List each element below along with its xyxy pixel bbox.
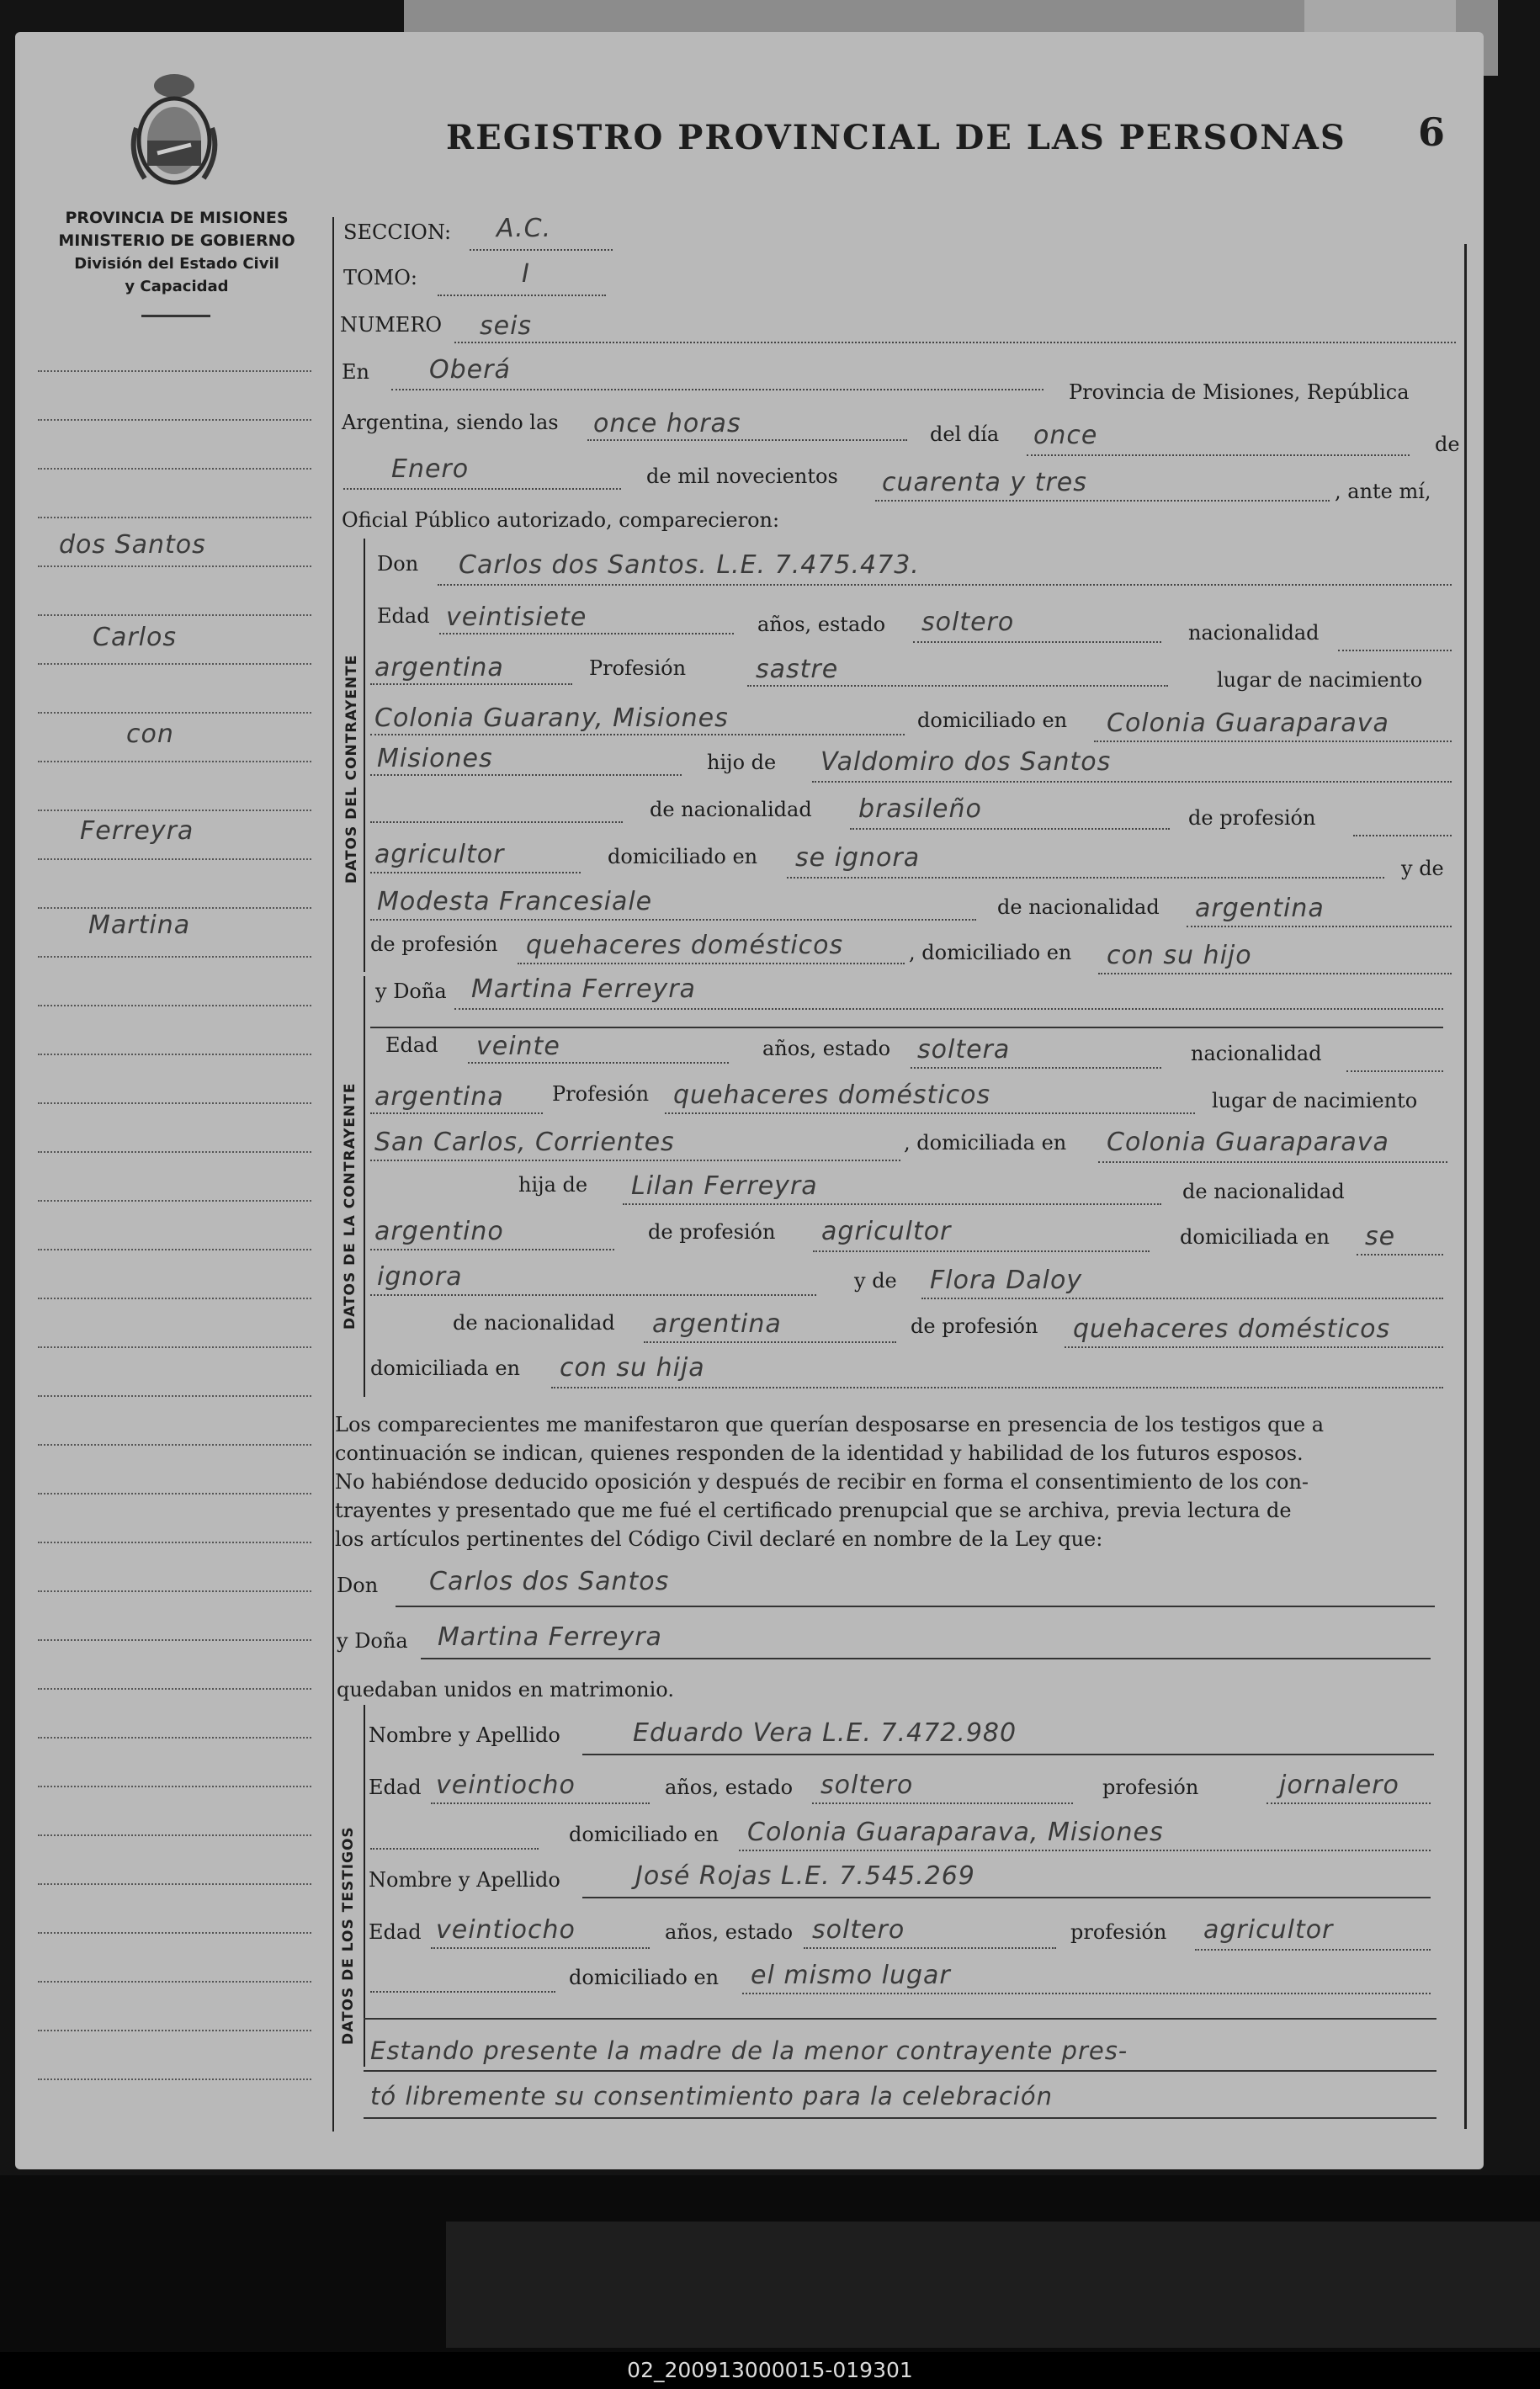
witnesses-section-label: DATOS DE LOS TESTIGOS bbox=[340, 1826, 357, 2045]
declaration-line-5: los artículos pertinentes del Código Civil declaré en nombre de la Ley que: bbox=[335, 1527, 1103, 1551]
groom-de-prof-label: de profesión bbox=[1188, 806, 1316, 830]
bride-dona-label: y Doña bbox=[375, 979, 447, 1003]
groom-anios-label: años, estado bbox=[757, 613, 886, 636]
bride-section-label: DATOS DE LA CONTRAYENTE bbox=[342, 1082, 358, 1330]
page-number: 6 bbox=[1418, 109, 1446, 155]
witness2-edad-value: veintiocho bbox=[436, 1915, 576, 1945]
margin-note-groom: Carlos bbox=[93, 623, 177, 652]
bride-y-de-label: y de bbox=[854, 1269, 897, 1293]
ante-mi-label: , ante mí, bbox=[1335, 480, 1431, 503]
right-border bbox=[1464, 244, 1467, 2129]
bride-anios-label: años, estado bbox=[762, 1037, 891, 1060]
bride-padre-dom-label: domiciliada en bbox=[1180, 1225, 1330, 1249]
margin-note-con: con bbox=[126, 719, 174, 749]
witness1-nombre-value: Eduardo Vera L.E. 7.472.980 bbox=[633, 1718, 1017, 1748]
hora-value: once horas bbox=[593, 409, 741, 438]
groom-padre-dom-label: domiciliado en bbox=[608, 845, 758, 868]
bride-domiciliada-label: , domiciliada en bbox=[904, 1131, 1067, 1155]
groom-section-label: DATOS DEL CONTRAYENTE bbox=[343, 654, 360, 884]
witness1-edad-label: Edad bbox=[369, 1776, 422, 1799]
provincia-text: Provincia de Misiones, República bbox=[1069, 380, 1410, 404]
witness1-dom-label: domiciliado en bbox=[569, 1823, 720, 1846]
groom-de-nac-label: de nacionalidad bbox=[650, 798, 812, 821]
bride-domicilio-value: Colonia Guaraparava bbox=[1107, 1128, 1389, 1157]
declaration-line-1: Los comparecientes me manifestaron que querían desposarse en presencia de los testigos que a bbox=[335, 1413, 1325, 1436]
coat-of-arms-icon bbox=[128, 61, 220, 187]
org-ministry: MINISTERIO DE GOBIERNO bbox=[58, 231, 295, 250]
novecientos-label: de mil novecientos bbox=[646, 465, 838, 488]
tomo-value: I bbox=[522, 259, 530, 289]
witness1-nombre-label: Nombre y Apellido bbox=[369, 1723, 560, 1747]
bride-profesion-label: Profesión bbox=[552, 1082, 650, 1106]
groom-madre-nac-label: de nacionalidad bbox=[997, 895, 1160, 919]
groom-estado-value: soltero bbox=[921, 608, 1015, 637]
declaration-dona-value: Martina Ferreyra bbox=[438, 1622, 662, 1652]
del-dia-label: del día bbox=[930, 422, 1000, 446]
bride-estado-value: soltera bbox=[917, 1035, 1011, 1064]
bride-nacionalidad-value: argentina bbox=[374, 1082, 504, 1112]
page-title: REGISTRO PROVINCIAL DE LAS PERSONAS bbox=[446, 118, 1346, 157]
bride-profesion-value: quehaceres domésticos bbox=[673, 1080, 991, 1110]
bride-madre-dom-label: domiciliada en bbox=[370, 1356, 520, 1380]
dia-value: once bbox=[1033, 421, 1098, 450]
witness2-estado-value: soltero bbox=[812, 1915, 905, 1945]
groom-domicilio-value-2: Misiones bbox=[377, 744, 493, 773]
declaration-don-value: Carlos dos Santos bbox=[429, 1567, 670, 1596]
witness1-prof-value: jornalero bbox=[1279, 1771, 1399, 1800]
declaration-closing: quedaban unidos en matrimonio. bbox=[337, 1678, 674, 1701]
groom-don-label: Don bbox=[377, 552, 419, 576]
mes-value: Enero bbox=[391, 454, 470, 484]
groom-madre-dom-label: , domiciliado en bbox=[909, 941, 1072, 964]
witness2-nombre-label: Nombre y Apellido bbox=[369, 1868, 560, 1892]
groom-madre-prof-value: quehaceres domésticos bbox=[526, 931, 844, 960]
bride-padre-nac-value: argentino bbox=[374, 1217, 504, 1246]
numero-label: NUMERO bbox=[340, 313, 443, 337]
witness2-dom-label: domiciliado en bbox=[569, 1966, 720, 1989]
witness1-prof-label: profesión bbox=[1102, 1776, 1199, 1799]
witness1-anios-label: años, estado bbox=[665, 1776, 794, 1799]
desk-surface bbox=[446, 2222, 1540, 2348]
bride-madre-dom-value: con su hija bbox=[560, 1353, 705, 1383]
bride-padre-dom-value-2: ignora bbox=[377, 1262, 463, 1292]
tomo-label: TOMO: bbox=[343, 266, 418, 289]
groom-madre-dom-value: con su hijo bbox=[1107, 941, 1252, 970]
de-label: de bbox=[1435, 433, 1460, 456]
groom-profesion-value: sastre bbox=[756, 655, 839, 684]
org-underline bbox=[141, 315, 210, 317]
declaration-line-4: trayentes y presentado que me fué el certificado prenupcial que se archiva, previa lectura de bbox=[335, 1499, 1292, 1522]
witness2-prof-label: profesión bbox=[1070, 1920, 1167, 1944]
groom-profesion-label: Profesión bbox=[589, 656, 687, 680]
groom-domicilio-value: Colonia Guaraparava bbox=[1107, 709, 1389, 738]
margin-column bbox=[38, 320, 316, 2125]
witness1-edad-value: veintiocho bbox=[436, 1771, 576, 1800]
org-province: PROVINCIA DE MISIONES bbox=[65, 209, 289, 227]
bride-de-prof-label: de profesión bbox=[648, 1220, 776, 1244]
groom-name: Carlos dos Santos. L.E. 7.475.473. bbox=[459, 550, 920, 580]
groom-lugar-value: Colonia Guarany, Misiones bbox=[374, 703, 729, 733]
bride-de-nac-label: de nacionalidad bbox=[1182, 1180, 1345, 1203]
bride-hija-label: hija de bbox=[518, 1173, 588, 1197]
groom-madre-value: Modesta Francesiale bbox=[377, 887, 653, 916]
witness2-nombre-value: José Rojas L.E. 7.545.269 bbox=[635, 1861, 975, 1891]
en-label: En bbox=[342, 360, 369, 384]
groom-edad-label: Edad bbox=[377, 604, 430, 628]
note-line-2: tó libremente su consentimiento para la celebración bbox=[370, 2082, 1053, 2110]
witness2-edad-label: Edad bbox=[369, 1920, 422, 1944]
bride-lugar-label: lugar de nacimiento bbox=[1212, 1089, 1418, 1112]
issuing-authority bbox=[38, 207, 316, 298]
groom-lugar-label: lugar de nacimiento bbox=[1217, 668, 1423, 692]
bride-madre-nac-value: argentina bbox=[652, 1309, 782, 1339]
file-id-caption: 02_200913000015-019301 bbox=[0, 2352, 1540, 2389]
bride-edad-label: Edad bbox=[385, 1033, 438, 1057]
bride-padre-prof-value: agricultor bbox=[821, 1217, 952, 1246]
margin-note-bride-surname: Ferreyra bbox=[80, 816, 194, 846]
declaration-line-2: continuación se indican, quienes responden de la identidad y habilidad de los futuros esposos. bbox=[335, 1441, 1304, 1465]
anio-value: cuarenta y tres bbox=[882, 468, 1087, 497]
groom-padre-dom-value: se ignora bbox=[795, 843, 921, 873]
witness1-dom-value: Colonia Guaraparava, Misiones bbox=[747, 1818, 1164, 1847]
groom-nacionalidad-value: argentina bbox=[374, 653, 504, 682]
bride-madre-nac-label: de nacionalidad bbox=[453, 1311, 615, 1335]
groom-y-de-label: y de bbox=[1401, 857, 1444, 880]
bride-madre-value: Flora Daloy bbox=[930, 1266, 1083, 1295]
declaration-line-3: No habiéndose deducido oposición y después de recibir en forma el consentimiento de los con- bbox=[335, 1470, 1309, 1494]
bride-padre-dom-value: se bbox=[1365, 1222, 1396, 1251]
groom-madre-prof-label: de profesión bbox=[370, 932, 498, 956]
numero-value: seis bbox=[480, 311, 533, 341]
argentina-text: Argentina, siendo las bbox=[342, 411, 559, 434]
seccion-label: SECCION: bbox=[343, 220, 452, 244]
witness2-dom-value: el mismo lugar bbox=[751, 1961, 951, 1990]
margin-note-bride: Martina bbox=[88, 910, 191, 940]
groom-madre-nac-value: argentina bbox=[1195, 894, 1325, 923]
declaration-text bbox=[335, 1410, 1437, 1553]
oficial-text: Oficial Público autorizado, comparecieron: bbox=[342, 508, 780, 532]
seccion-value: A.C. bbox=[497, 214, 552, 243]
groom-hijo-label: hijo de bbox=[707, 751, 777, 774]
bride-edad-value: veinte bbox=[476, 1032, 560, 1061]
bride-madre-prof-label: de profesión bbox=[911, 1314, 1038, 1338]
witness2-anios-label: años, estado bbox=[665, 1920, 794, 1944]
bride-nacionalidad-label: nacionalidad bbox=[1191, 1042, 1322, 1065]
bride-padre-value: Lilan Ferreyra bbox=[631, 1171, 818, 1201]
groom-padre-nac-value: brasileño bbox=[858, 794, 982, 824]
en-value: Oberá bbox=[429, 355, 511, 385]
note-line-1: Estando presente la madre de la menor contrayente pres- bbox=[370, 2036, 1128, 2065]
org-division: División del Estado Civil bbox=[74, 255, 279, 273]
groom-edad-value: veintisiete bbox=[446, 603, 587, 632]
declaration-dona-label: y Doña bbox=[337, 1629, 408, 1653]
org-capacity: y Capacidad bbox=[125, 278, 229, 295]
bride-lugar-value: San Carlos, Corrientes bbox=[374, 1128, 675, 1157]
groom-nacionalidad-label: nacionalidad bbox=[1188, 621, 1320, 645]
margin-divider bbox=[332, 217, 334, 2132]
margin-note-surname: dos Santos bbox=[59, 530, 206, 560]
groom-domiciliado-label: domiciliado en bbox=[917, 709, 1068, 732]
bride-name: Martina Ferreyra bbox=[471, 974, 696, 1004]
groom-padre-prof-value: agricultor bbox=[374, 840, 505, 869]
witness2-prof-value: agricultor bbox=[1203, 1915, 1334, 1945]
witness1-estado-value: soltero bbox=[820, 1771, 914, 1800]
declaration-don-label: Don bbox=[337, 1574, 379, 1597]
groom-padre-value: Valdomiro dos Santos bbox=[820, 747, 1112, 777]
bride-madre-prof-value: quehaceres domésticos bbox=[1073, 1314, 1391, 1344]
